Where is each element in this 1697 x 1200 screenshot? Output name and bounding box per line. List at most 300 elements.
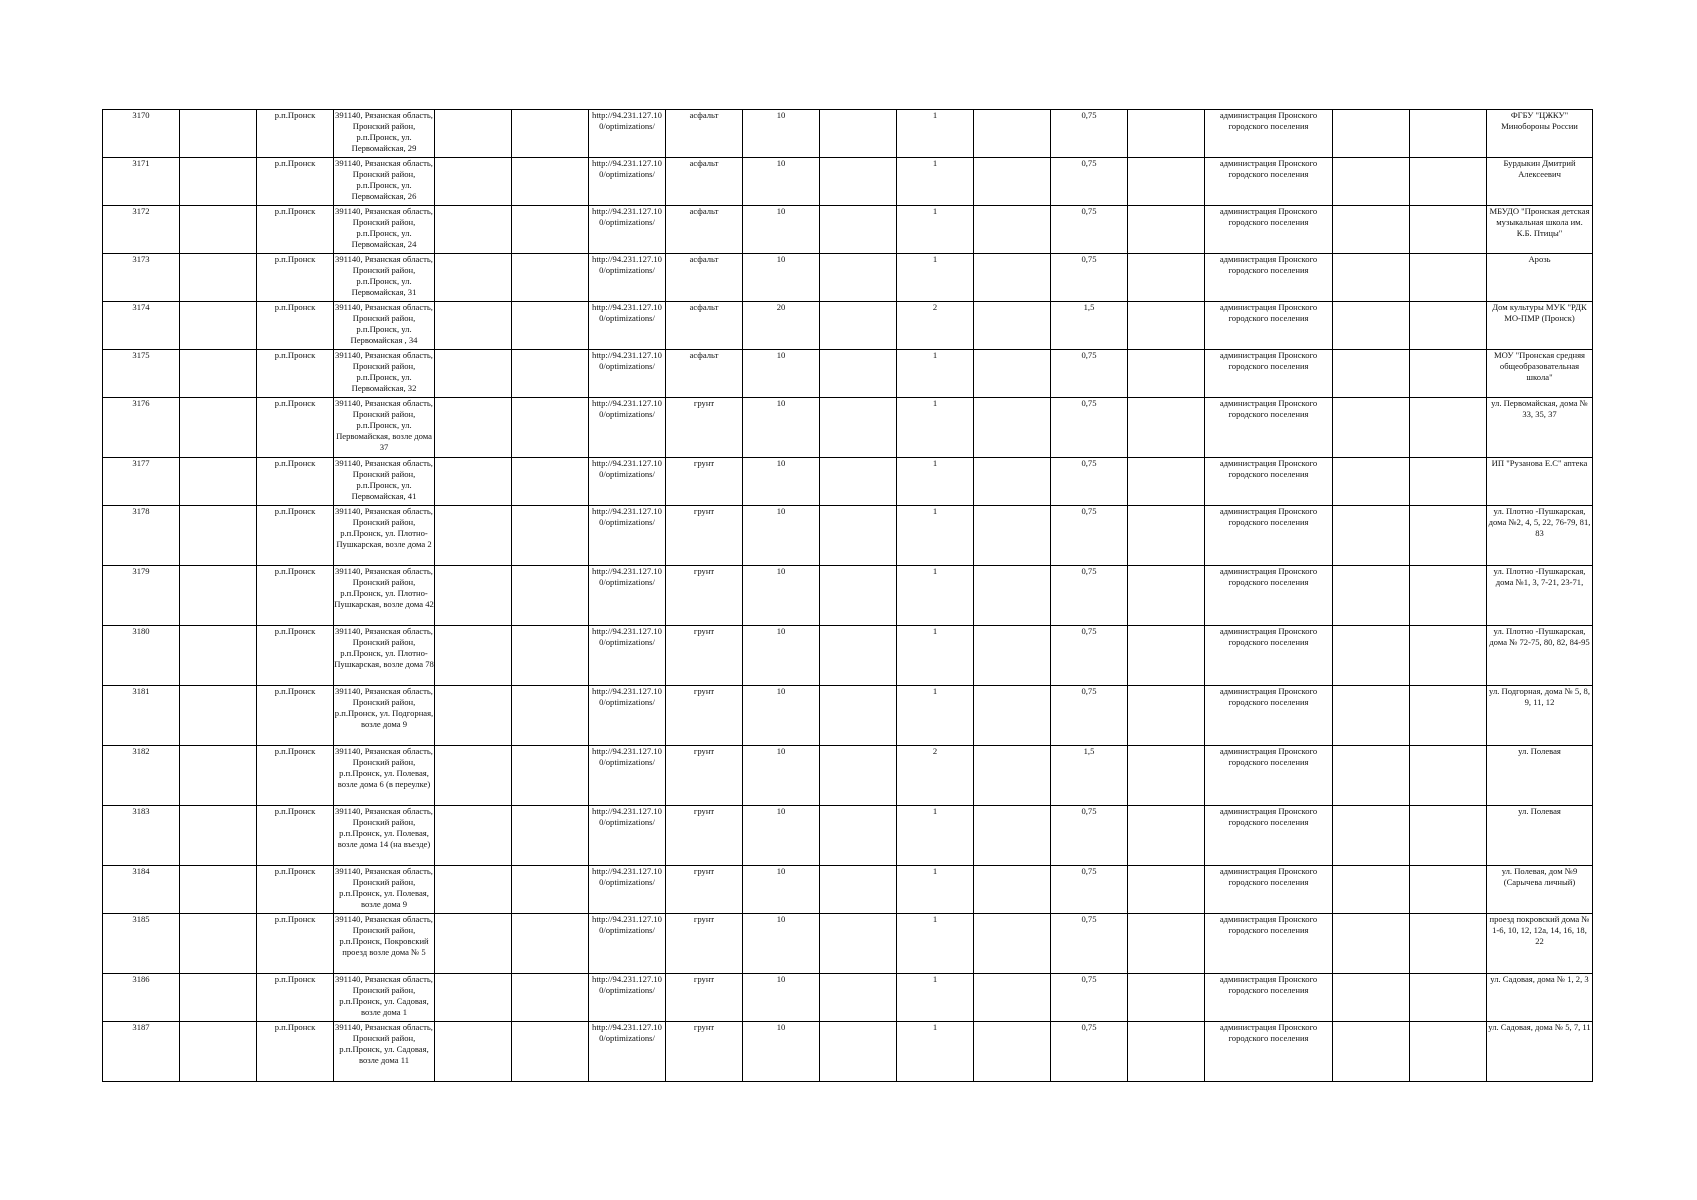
locality-cell: р.п.Пронск xyxy=(257,626,334,686)
empty-cell xyxy=(1410,566,1487,626)
address-text: 391140, Рязанская область, Пронский район, р.п.Пронск, ул. Плотно-Пушкарская, возле дома 42 xyxy=(334,566,434,609)
owner-cell: администрация Пронского городского поселения xyxy=(1205,398,1333,458)
empty-cell xyxy=(512,1022,589,1082)
map-link-cell: http://94.231.127.100/optimizations/ xyxy=(589,350,666,398)
empty-cell xyxy=(1410,914,1487,974)
empty-cell xyxy=(512,746,589,806)
table-row xyxy=(103,566,1593,626)
empty-cell xyxy=(435,806,512,866)
container-volume-cell: 0,75 xyxy=(1051,110,1128,158)
empty-cell xyxy=(512,806,589,866)
empty-cell xyxy=(974,458,1051,506)
surface-type-cell: грунт xyxy=(666,506,743,566)
empty-cell xyxy=(1333,566,1410,626)
owner-cell: администрация Пронского городского поселения xyxy=(1205,110,1333,158)
empty-cell xyxy=(1410,626,1487,686)
address-text: 391140, Рязанская область, Пронский район, р.п.Пронск, ул. Первомайская , 34 xyxy=(335,302,433,345)
row-number: 3179 xyxy=(103,566,180,626)
address-text: 391140, Рязанская область, Пронский район, р.п.Пронск, ул. Подгорная, возле дома 9 xyxy=(334,686,434,729)
row-number: 3174 xyxy=(103,302,180,350)
waste-source-cell: проезд покровский дома № 1-6, 10, 12, 12а, 14, 16, 18, 22 xyxy=(1487,914,1593,974)
area-cell: 10 xyxy=(743,1022,820,1082)
empty-cell xyxy=(1128,506,1205,566)
empty-cell xyxy=(974,746,1051,806)
empty-cell xyxy=(1128,626,1205,686)
owner-cell: администрация Пронского городского поселения xyxy=(1205,302,1333,350)
waste-source-cell: Арозь xyxy=(1487,254,1593,302)
empty-cell xyxy=(512,158,589,206)
container-volume-cell: 0,75 xyxy=(1051,866,1128,914)
address-text: 391140, Рязанская область, Пронский район, р.п.Пронск, ул. Полевая, возле дома 14 (на въезде) xyxy=(335,806,433,849)
empty-cell xyxy=(180,914,257,974)
empty-cell xyxy=(1333,746,1410,806)
owner-cell: администрация Пронского городского поселения xyxy=(1205,626,1333,686)
address-text: 391140, Рязанская область, Пронский район, р.п.Пронск, ул. Плотно-Пушкарская, возле дома 2 xyxy=(335,506,433,549)
empty-cell xyxy=(180,302,257,350)
locality-cell: р.п.Пронск xyxy=(257,302,334,350)
owner-cell: администрация Пронского городского поселения xyxy=(1205,1022,1333,1082)
empty-cell xyxy=(512,398,589,458)
empty-cell xyxy=(1333,302,1410,350)
address-cell xyxy=(334,350,435,398)
locality-cell: р.п.Пронск xyxy=(257,398,334,458)
empty-cell xyxy=(1333,158,1410,206)
area-cell: 20 xyxy=(743,302,820,350)
empty-cell xyxy=(1128,398,1205,458)
area-cell: 10 xyxy=(743,686,820,746)
locality-cell: р.п.Пронск xyxy=(257,110,334,158)
empty-cell xyxy=(435,1022,512,1082)
map-link-cell: http://94.231.127.100/optimizations/ xyxy=(589,974,666,1022)
owner-cell: администрация Пронского городского поселения xyxy=(1205,746,1333,806)
address-cell xyxy=(334,1022,435,1082)
locality-cell: р.п.Пронск xyxy=(257,866,334,914)
surface-type-cell: асфальт xyxy=(666,350,743,398)
empty-cell xyxy=(1333,974,1410,1022)
empty-cell xyxy=(512,110,589,158)
empty-cell xyxy=(1333,686,1410,746)
address-cell xyxy=(334,806,435,866)
empty-cell xyxy=(1410,746,1487,806)
owner-cell: администрация Пронского городского поселения xyxy=(1205,158,1333,206)
table-row xyxy=(103,914,1593,974)
address-cell xyxy=(334,866,435,914)
address-cell xyxy=(334,206,435,254)
locality-cell: р.п.Пронск xyxy=(257,458,334,506)
surface-type-cell: грунт xyxy=(666,914,743,974)
empty-cell xyxy=(820,506,897,566)
surface-type-cell: грунт xyxy=(666,1022,743,1082)
container-volume-cell: 0,75 xyxy=(1051,458,1128,506)
area-cell: 10 xyxy=(743,974,820,1022)
empty-cell xyxy=(974,506,1051,566)
map-link-cell: http://94.231.127.100/optimizations/ xyxy=(589,254,666,302)
empty-cell xyxy=(1410,350,1487,398)
empty-cell xyxy=(180,254,257,302)
empty-cell xyxy=(1333,806,1410,866)
empty-cell xyxy=(1410,398,1487,458)
surface-type-cell: грунт xyxy=(666,746,743,806)
surface-type-cell: грунт xyxy=(666,806,743,866)
map-link-cell: http://94.231.127.100/optimizations/ xyxy=(589,398,666,458)
address-cell xyxy=(334,686,435,746)
container-volume-cell: 0,75 xyxy=(1051,506,1128,566)
empty-cell xyxy=(512,206,589,254)
table-row xyxy=(103,866,1593,914)
container-volume-cell: 0,75 xyxy=(1051,974,1128,1022)
empty-cell xyxy=(435,686,512,746)
empty-cell xyxy=(1128,254,1205,302)
empty-cell xyxy=(512,458,589,506)
surface-type-cell: асфальт xyxy=(666,254,743,302)
container-count-cell: 1 xyxy=(897,350,974,398)
area-cell: 10 xyxy=(743,626,820,686)
locality-cell: р.п.Пронск xyxy=(257,566,334,626)
empty-cell xyxy=(974,206,1051,254)
empty-cell xyxy=(1410,206,1487,254)
waste-source-cell: МБУДО "Пронская детская музыкальная школа им. К.Б. Птицы" xyxy=(1487,206,1593,254)
empty-cell xyxy=(180,866,257,914)
address-text: 391140, Рязанская область, Пронский район, р.п.Пронск, ул. Полевая, возле дома 6 (в переулке) xyxy=(335,746,433,789)
empty-cell xyxy=(820,206,897,254)
container-count-cell: 1 xyxy=(897,1022,974,1082)
empty-cell xyxy=(974,1022,1051,1082)
area-cell: 10 xyxy=(743,350,820,398)
container-count-cell: 1 xyxy=(897,254,974,302)
empty-cell xyxy=(180,626,257,686)
empty-cell xyxy=(820,458,897,506)
locality-cell: р.п.Пронск xyxy=(257,914,334,974)
empty-cell xyxy=(974,302,1051,350)
surface-type-cell: грунт xyxy=(666,566,743,626)
empty-cell xyxy=(435,746,512,806)
empty-cell xyxy=(820,254,897,302)
table-row xyxy=(103,206,1593,254)
map-link-cell: http://94.231.127.100/optimizations/ xyxy=(589,866,666,914)
empty-cell xyxy=(974,110,1051,158)
waste-source-cell: ул. Садовая, дома № 5, 7, 11 xyxy=(1487,1022,1593,1082)
row-number: 3186 xyxy=(103,974,180,1022)
row-number: 3172 xyxy=(103,206,180,254)
container-volume-cell: 0,75 xyxy=(1051,350,1128,398)
empty-cell xyxy=(1128,458,1205,506)
empty-cell xyxy=(512,914,589,974)
empty-cell xyxy=(1128,866,1205,914)
container-count-cell: 1 xyxy=(897,458,974,506)
empty-cell xyxy=(820,110,897,158)
empty-cell xyxy=(512,626,589,686)
container-volume-cell: 0,75 xyxy=(1051,206,1128,254)
row-number: 3187 xyxy=(103,1022,180,1082)
surface-type-cell: грунт xyxy=(666,686,743,746)
map-link-cell: http://94.231.127.100/optimizations/ xyxy=(589,206,666,254)
empty-cell xyxy=(435,158,512,206)
surface-type-cell: асфальт xyxy=(666,110,743,158)
waste-source-cell: ул. Полевая xyxy=(1487,806,1593,866)
container-count-cell: 1 xyxy=(897,110,974,158)
empty-cell xyxy=(1128,806,1205,866)
container-count-cell: 1 xyxy=(897,566,974,626)
waste-source-cell: ул. Первомайская, дома № 33, 35, 37 xyxy=(1487,398,1593,458)
locality-cell: р.п.Пронск xyxy=(257,746,334,806)
address-text: 391140, Рязанская область, Пронский район, р.п.Пронск, ул. Садовая, возле дома 1 xyxy=(335,974,433,1017)
empty-cell xyxy=(1128,206,1205,254)
address-cell xyxy=(334,626,435,686)
empty-cell xyxy=(820,626,897,686)
area-cell: 10 xyxy=(743,110,820,158)
empty-cell xyxy=(1128,1022,1205,1082)
surface-type-cell: асфальт xyxy=(666,206,743,254)
container-count-cell: 1 xyxy=(897,806,974,866)
row-number: 3177 xyxy=(103,458,180,506)
row-number: 3180 xyxy=(103,626,180,686)
address-text: 391140, Рязанская область, Пронский район, р.п.Пронск, ул. Первомайская, возле дома 37 xyxy=(335,398,433,452)
area-cell: 10 xyxy=(743,566,820,626)
table-row xyxy=(103,398,1593,458)
container-volume-cell: 1,5 xyxy=(1051,746,1128,806)
empty-cell xyxy=(435,458,512,506)
empty-cell xyxy=(512,254,589,302)
empty-cell xyxy=(820,914,897,974)
address-cell xyxy=(334,506,435,566)
empty-cell xyxy=(1333,914,1410,974)
map-link-cell: http://94.231.127.100/optimizations/ xyxy=(589,566,666,626)
empty-cell xyxy=(820,866,897,914)
locality-cell: р.п.Пронск xyxy=(257,506,334,566)
map-link-cell: http://94.231.127.100/optimizations/ xyxy=(589,302,666,350)
address-cell xyxy=(334,254,435,302)
area-cell: 10 xyxy=(743,254,820,302)
waste-source-cell: ИП "Рузанова Е.С" аптека xyxy=(1487,458,1593,506)
surface-type-cell: грунт xyxy=(666,866,743,914)
empty-cell xyxy=(180,806,257,866)
address-text: 391140, Рязанская область, Пронский район, р.п.Пронск, ул. Первомайская, 29 xyxy=(335,110,433,153)
map-link-cell: http://94.231.127.100/optimizations/ xyxy=(589,914,666,974)
empty-cell xyxy=(1333,506,1410,566)
empty-cell xyxy=(1128,110,1205,158)
empty-cell xyxy=(974,914,1051,974)
address-text: 391140, Рязанская область, Пронский район, р.п.Пронск, ул. Первомайская, 31 xyxy=(335,254,433,297)
area-cell: 10 xyxy=(743,806,820,866)
empty-cell xyxy=(435,254,512,302)
empty-cell xyxy=(820,806,897,866)
map-link-cell: http://94.231.127.100/optimizations/ xyxy=(589,746,666,806)
row-number: 3178 xyxy=(103,506,180,566)
container-count-cell: 1 xyxy=(897,866,974,914)
waste-source-cell: ул. Полевая, дом №9 (Сарычева личный) xyxy=(1487,866,1593,914)
container-count-cell: 1 xyxy=(897,398,974,458)
row-number: 3185 xyxy=(103,914,180,974)
empty-cell xyxy=(974,686,1051,746)
empty-cell xyxy=(1128,746,1205,806)
empty-cell xyxy=(1410,158,1487,206)
empty-cell xyxy=(512,350,589,398)
address-cell xyxy=(334,158,435,206)
map-link-cell: http://94.231.127.100/optimizations/ xyxy=(589,686,666,746)
empty-cell xyxy=(820,746,897,806)
owner-cell: администрация Пронского городского поселения xyxy=(1205,566,1333,626)
registry-table-page xyxy=(102,109,1593,1082)
owner-cell: администрация Пронского городского поселения xyxy=(1205,806,1333,866)
address-text: 391140, Рязанская область, Пронский район, р.п.Пронск, ул. Садовая, возле дома 11 xyxy=(335,1022,433,1065)
empty-cell xyxy=(1333,626,1410,686)
empty-cell xyxy=(1410,254,1487,302)
row-number: 3171 xyxy=(103,158,180,206)
empty-cell xyxy=(820,1022,897,1082)
empty-cell xyxy=(974,254,1051,302)
empty-cell xyxy=(1333,398,1410,458)
map-link-cell: http://94.231.127.100/optimizations/ xyxy=(589,626,666,686)
empty-cell xyxy=(1410,806,1487,866)
waste-source-cell: ул. Подгорная, дома № 5, 8, 9, 11, 12 xyxy=(1487,686,1593,746)
address-cell xyxy=(334,302,435,350)
area-cell: 10 xyxy=(743,866,820,914)
empty-cell xyxy=(1128,686,1205,746)
table-row xyxy=(103,746,1593,806)
waste-source-cell: ул. Садовая, дома № 1, 2, 3 xyxy=(1487,974,1593,1022)
owner-cell: администрация Пронского городского поселения xyxy=(1205,206,1333,254)
empty-cell xyxy=(180,398,257,458)
container-count-cell: 1 xyxy=(897,974,974,1022)
empty-cell xyxy=(974,974,1051,1022)
row-number: 3181 xyxy=(103,686,180,746)
empty-cell xyxy=(974,806,1051,866)
surface-type-cell: асфальт xyxy=(666,158,743,206)
table-body xyxy=(103,110,1593,1082)
empty-cell xyxy=(180,566,257,626)
area-cell: 10 xyxy=(743,506,820,566)
empty-cell xyxy=(974,626,1051,686)
waste-source-cell: Дом культуры МУК "РДК МО-ПМР (Пронск) xyxy=(1487,302,1593,350)
empty-cell xyxy=(1410,1022,1487,1082)
row-number: 3184 xyxy=(103,866,180,914)
waste-source-cell: ул. Плотно -Пушкарская, дома № 72-75, 80, 82, 84-95 xyxy=(1487,626,1593,686)
area-cell: 10 xyxy=(743,398,820,458)
waste-source-cell: ул. Плотно -Пушкарская, дома №2, 4, 5, 22, 76-79, 81, 83 xyxy=(1487,506,1593,566)
area-cell: 10 xyxy=(743,206,820,254)
empty-cell xyxy=(180,158,257,206)
container-sites-table xyxy=(102,109,1593,1082)
map-link-cell: http://94.231.127.100/optimizations/ xyxy=(589,506,666,566)
empty-cell xyxy=(1333,458,1410,506)
empty-cell xyxy=(435,566,512,626)
empty-cell xyxy=(435,626,512,686)
container-volume-cell: 0,75 xyxy=(1051,806,1128,866)
empty-cell xyxy=(1333,866,1410,914)
table-row xyxy=(103,806,1593,866)
address-cell xyxy=(334,746,435,806)
address-text: 391140, Рязанская область, Пронский район, р.п.Пронск, Покровский проезд возле дома № 5 xyxy=(335,914,433,957)
container-count-cell: 1 xyxy=(897,206,974,254)
empty-cell xyxy=(435,974,512,1022)
locality-cell: р.п.Пронск xyxy=(257,1022,334,1082)
waste-source-cell: ул. Плотно -Пушкарская, дома №1, 3, 7-21, 23-71, xyxy=(1487,566,1593,626)
surface-type-cell: грунт xyxy=(666,398,743,458)
container-count-cell: 1 xyxy=(897,506,974,566)
row-number: 3173 xyxy=(103,254,180,302)
waste-source-cell: ул. Полевая xyxy=(1487,746,1593,806)
row-number: 3170 xyxy=(103,110,180,158)
empty-cell xyxy=(974,398,1051,458)
container-volume-cell: 0,75 xyxy=(1051,158,1128,206)
table-row xyxy=(103,254,1593,302)
container-volume-cell: 0,75 xyxy=(1051,626,1128,686)
locality-cell: р.п.Пронск xyxy=(257,806,334,866)
empty-cell xyxy=(512,566,589,626)
empty-cell xyxy=(180,206,257,254)
address-cell xyxy=(334,974,435,1022)
empty-cell xyxy=(820,686,897,746)
address-text: 391140, Рязанская область, Пронский район, р.п.Пронск, ул. Полевая, возле дома 9 xyxy=(335,866,433,909)
locality-cell: р.п.Пронск xyxy=(257,158,334,206)
table-row xyxy=(103,350,1593,398)
table-row xyxy=(103,110,1593,158)
surface-type-cell: грунт xyxy=(666,626,743,686)
empty-cell xyxy=(974,866,1051,914)
owner-cell: администрация Пронского городского поселения xyxy=(1205,254,1333,302)
container-volume-cell: 1,5 xyxy=(1051,302,1128,350)
map-link-cell: http://94.231.127.100/optimizations/ xyxy=(589,458,666,506)
empty-cell xyxy=(1410,110,1487,158)
address-cell xyxy=(334,110,435,158)
map-link-cell: http://94.231.127.100/optimizations/ xyxy=(589,110,666,158)
empty-cell xyxy=(820,566,897,626)
row-number: 3182 xyxy=(103,746,180,806)
table-row xyxy=(103,974,1593,1022)
row-number: 3183 xyxy=(103,806,180,866)
empty-cell xyxy=(180,1022,257,1082)
owner-cell: администрация Пронского городского поселения xyxy=(1205,458,1333,506)
empty-cell xyxy=(1333,206,1410,254)
address-text: 391140, Рязанская область, Пронский район, р.п.Пронск, ул. Первомайская, 26 xyxy=(335,158,433,201)
empty-cell xyxy=(1410,458,1487,506)
container-volume-cell: 0,75 xyxy=(1051,1022,1128,1082)
address-text: 391140, Рязанская область, Пронский район, р.п.Пронск, ул. Первомайская, 24 xyxy=(335,206,433,249)
container-count-cell: 1 xyxy=(897,914,974,974)
empty-cell xyxy=(435,398,512,458)
empty-cell xyxy=(974,566,1051,626)
empty-cell xyxy=(974,158,1051,206)
map-link-cell: http://94.231.127.100/optimizations/ xyxy=(589,806,666,866)
empty-cell xyxy=(1128,566,1205,626)
empty-cell xyxy=(1128,158,1205,206)
empty-cell xyxy=(180,974,257,1022)
surface-type-cell: грунт xyxy=(666,458,743,506)
empty-cell xyxy=(435,206,512,254)
table-row xyxy=(103,1022,1593,1082)
empty-cell xyxy=(1410,686,1487,746)
locality-cell: р.п.Пронск xyxy=(257,974,334,1022)
container-volume-cell: 0,75 xyxy=(1051,398,1128,458)
area-cell: 10 xyxy=(743,158,820,206)
container-volume-cell: 0,75 xyxy=(1051,686,1128,746)
empty-cell xyxy=(820,302,897,350)
empty-cell xyxy=(1333,350,1410,398)
area-cell: 10 xyxy=(743,746,820,806)
empty-cell xyxy=(512,686,589,746)
empty-cell xyxy=(435,506,512,566)
empty-cell xyxy=(512,302,589,350)
area-cell: 10 xyxy=(743,914,820,974)
empty-cell xyxy=(180,686,257,746)
empty-cell xyxy=(180,746,257,806)
table-row xyxy=(103,626,1593,686)
empty-cell xyxy=(1128,914,1205,974)
empty-cell xyxy=(1128,350,1205,398)
table-row xyxy=(103,458,1593,506)
owner-cell: администрация Пронского городского поселения xyxy=(1205,506,1333,566)
map-link-cell: http://94.231.127.100/optimizations/ xyxy=(589,1022,666,1082)
